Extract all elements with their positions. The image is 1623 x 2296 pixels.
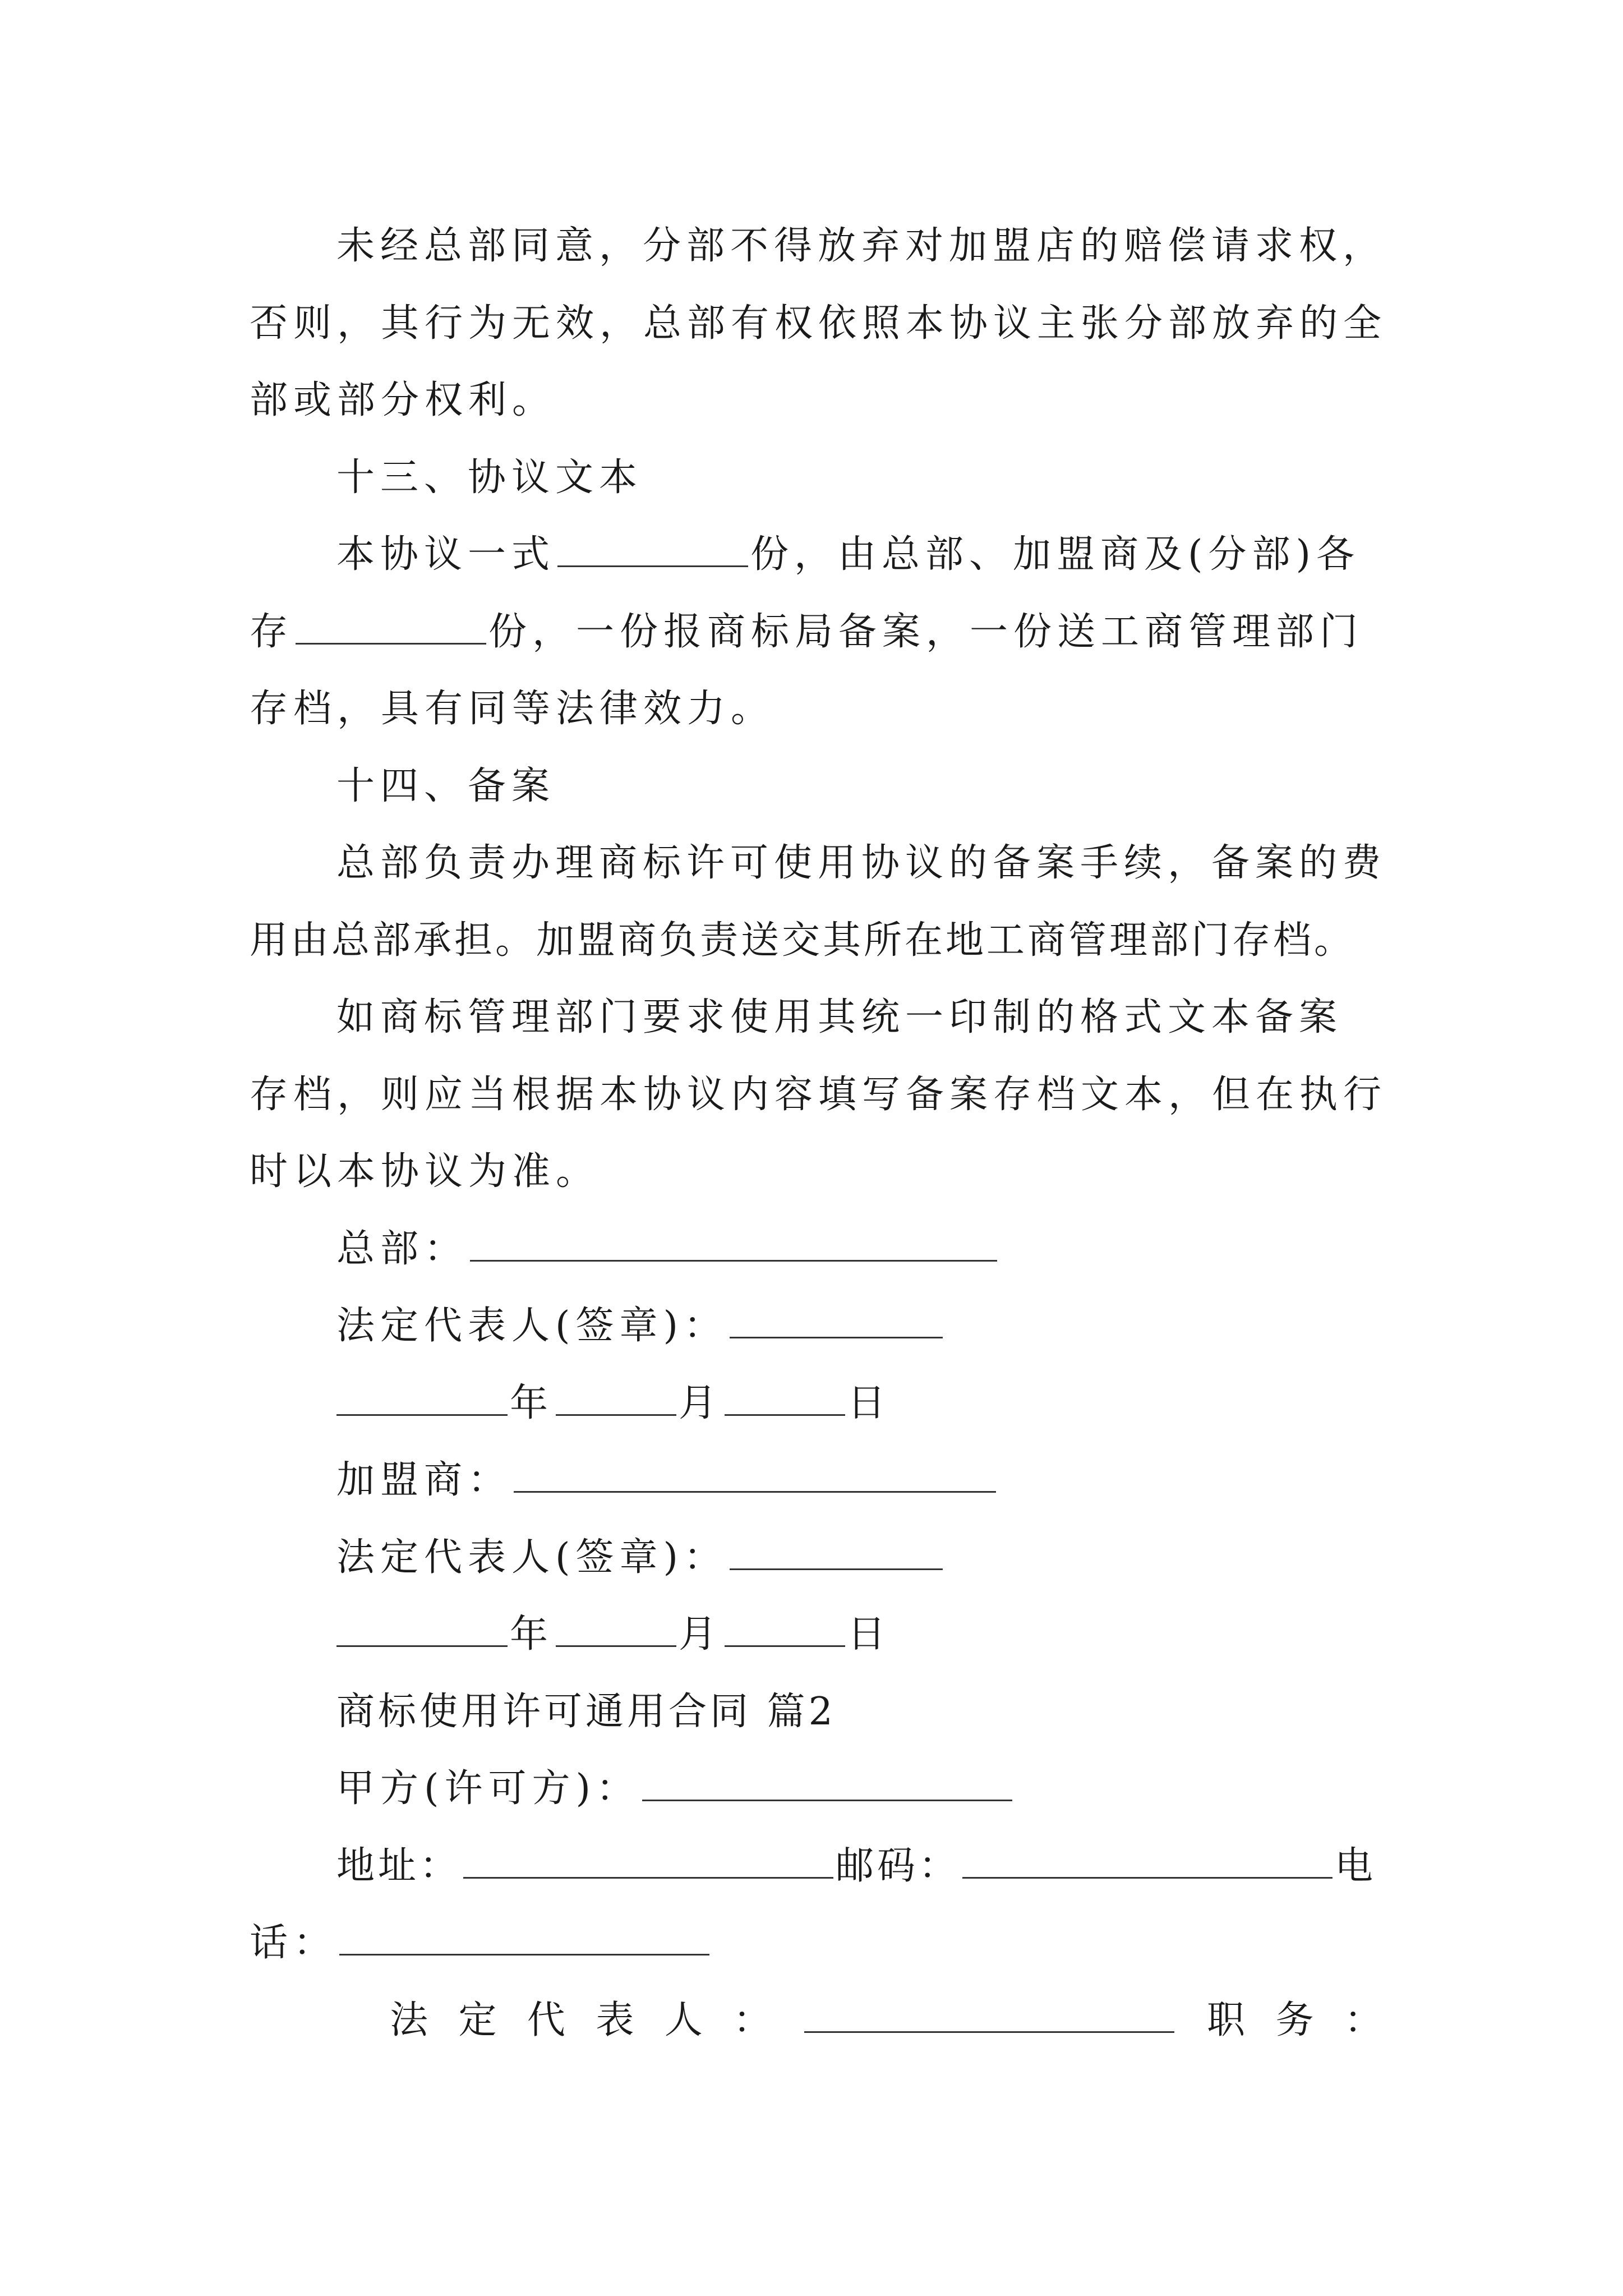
postcode-label: 邮码： <box>836 1843 961 1888</box>
address-label: 地址： <box>336 1843 462 1888</box>
paragraph-line: 如商标管理部门要求使用其统一印制的格式文本备案 <box>336 995 1343 1039</box>
hq-signature-line <box>250 1211 1388 1288</box>
paragraph-line: 否则，其行为无效，总部有权依照本协议主张分部放弃的全 <box>250 301 1387 346</box>
rep-char: ： <box>733 1998 772 2042</box>
contract2-title: 商标使用许可通用合同 篇2 <box>336 1689 836 1734</box>
fill-blank <box>336 1611 508 1647</box>
paragraph-line: 用由总部承担。加盟商负责送交其所在地工商管理部门存档。 <box>250 918 1355 963</box>
fill-blank <box>730 1302 943 1338</box>
fill-blank <box>725 1379 845 1416</box>
year-label: 年 <box>510 1381 554 1425</box>
paragraph-line: 未经总部同意，分部不得放弃对加盟店的赔偿请求权， <box>336 224 1387 268</box>
fill-blank <box>339 1919 709 1955</box>
fill-blank <box>463 1842 833 1879</box>
fill-blank <box>514 1456 996 1493</box>
paragraph-line <box>250 516 1388 593</box>
fill-blank <box>730 1534 943 1570</box>
text-segment: 本协议一式 <box>336 532 556 577</box>
rep-label: 法定代表人(签章)： <box>336 1304 728 1348</box>
text-segment: 份，由总部、加盟商及(分部)各 <box>750 532 1361 577</box>
phone-label-part1: 电 <box>1335 1843 1377 1888</box>
rep-char: 法 <box>390 1998 428 2042</box>
paragraph-line: 部或部分权利。 <box>250 378 556 422</box>
paragraph-line: 时以本协议为准。 <box>250 1149 600 1194</box>
rep-char: 定 <box>458 1998 497 2042</box>
rep-signature-line <box>250 1519 1388 1596</box>
franchisee-signature-line <box>250 1442 1388 1519</box>
rep-label: 法定代表人(签章)： <box>336 1535 728 1580</box>
hq-label: 总部： <box>336 1226 468 1271</box>
party-a-line <box>250 1750 1388 1828</box>
legal-rep-line <box>250 1982 1388 2059</box>
fill-blank <box>725 1611 845 1647</box>
fill-blank <box>470 1225 997 1262</box>
rep-char: 表 <box>596 1998 634 2042</box>
fill-blank <box>642 1765 1012 1801</box>
day-label: 日 <box>847 1612 892 1657</box>
paragraph-line: 存档，具有同等法律效力。 <box>250 687 775 731</box>
rep-signature-line <box>250 1287 1388 1365</box>
position-char: ： <box>1344 1998 1382 2042</box>
month-label: 月 <box>679 1612 723 1657</box>
document-page <box>250 208 1388 2059</box>
text-segment: 存 <box>250 609 294 654</box>
phone-line <box>250 1904 1388 1982</box>
text-segment: 份，一份报商标局备案，一份送工商管理部门 <box>488 609 1364 654</box>
fill-blank <box>556 1379 676 1416</box>
paragraph-line: 存档，则应当根据本协议内容填写备案存档文本，但在执行 <box>250 1072 1387 1117</box>
address-line <box>250 1828 1388 1905</box>
fill-blank <box>556 1611 676 1647</box>
month-label: 月 <box>679 1381 723 1425</box>
position-char: 务 <box>1275 1998 1314 2042</box>
section-heading-13: 十三、协议文本 <box>336 455 643 500</box>
fill-blank <box>804 1996 1174 2033</box>
date-line <box>250 1365 1388 1442</box>
section-heading-14: 十四、备案 <box>336 763 556 808</box>
phone-label-part2: 话： <box>250 1921 338 1965</box>
position-char: 职 <box>1207 1998 1246 2042</box>
rep-char: 人 <box>664 1998 703 2042</box>
fill-blank <box>296 608 486 645</box>
fill-blank <box>336 1379 508 1416</box>
date-line <box>250 1596 1388 1673</box>
day-label: 日 <box>847 1381 892 1425</box>
paragraph-line <box>250 593 1388 671</box>
party-a-label: 甲方(许可方)： <box>336 1766 640 1811</box>
fill-blank <box>557 531 748 567</box>
rep-char: 代 <box>527 1998 565 2042</box>
year-label: 年 <box>510 1612 554 1657</box>
franchisee-label: 加盟商： <box>336 1458 512 1502</box>
paragraph-line: 总部负责办理商标许可使用协议的备案手续，备案的费 <box>336 841 1387 885</box>
fill-blank <box>962 1842 1332 1879</box>
